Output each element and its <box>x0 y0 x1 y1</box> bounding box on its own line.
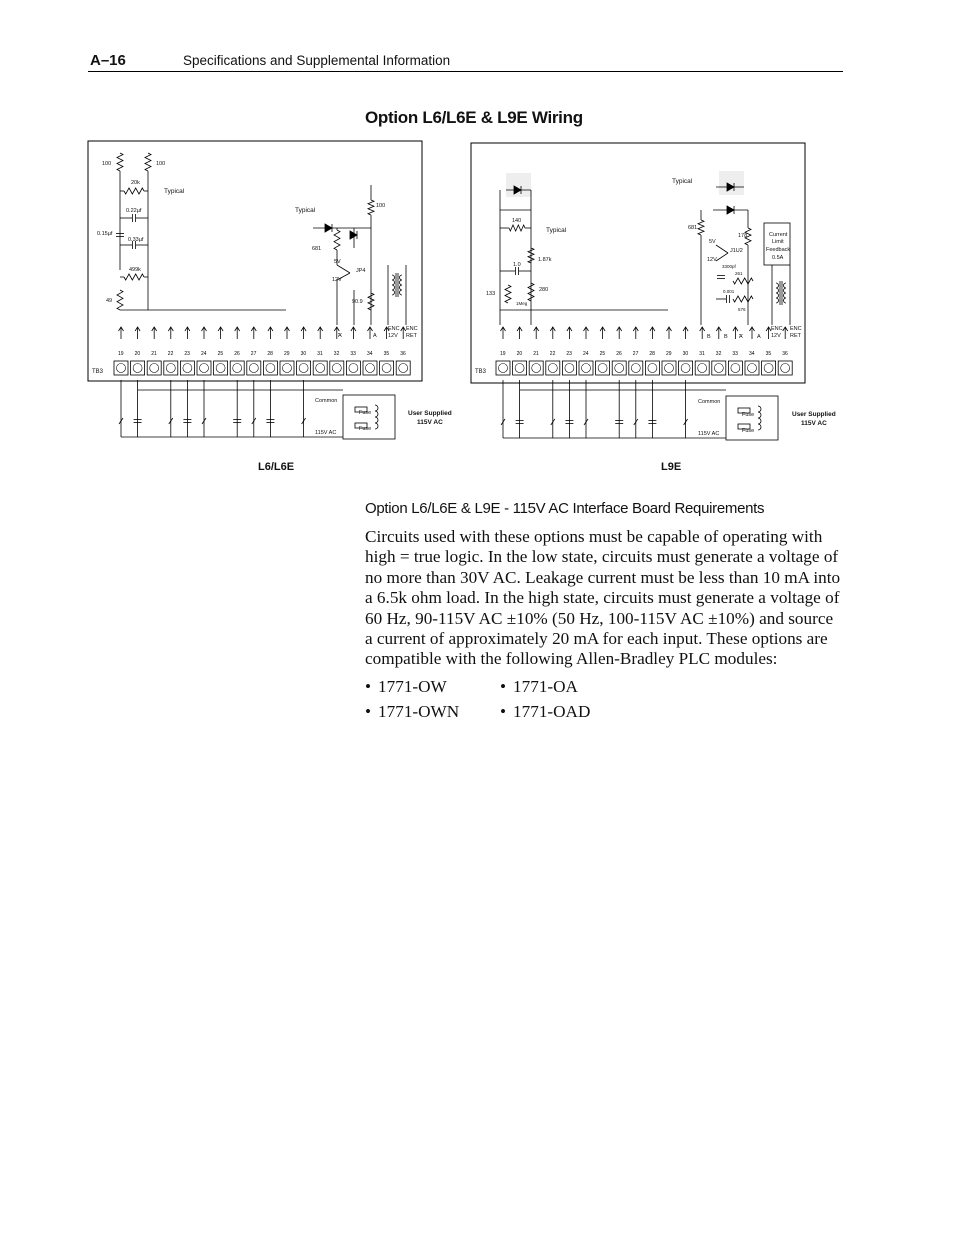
l9e-a-label: A <box>757 334 761 340</box>
l9e-encret-1: ENC <box>790 326 802 332</box>
l9e-r576-label: 576 <box>738 307 746 312</box>
transformer-coil <box>784 288 787 293</box>
component-labels <box>92 161 836 473</box>
bullet: • <box>365 677 372 696</box>
l9e-typical-label-1: Typical <box>546 227 567 234</box>
module-name: 1771-OAD <box>513 702 591 721</box>
l9e-r178-label: 178 <box>738 233 748 239</box>
module-name: 1771-OA <box>513 677 578 696</box>
l6-user-supplied-2: 115V AC <box>417 419 443 426</box>
terminal-screw <box>745 361 759 375</box>
terminal-number: 21 <box>533 351 539 357</box>
transformer-coil <box>758 406 761 412</box>
wire <box>337 265 350 273</box>
l9e-user-supplied-1: User Supplied <box>792 411 836 418</box>
terminal-screw <box>579 361 593 375</box>
resistor-symbol <box>733 278 753 284</box>
l6-c022-label: 0.22µf <box>126 208 142 214</box>
terminal-screw <box>546 361 560 375</box>
terminal-number: 24 <box>583 351 589 357</box>
l9e-common-label: Common <box>698 399 721 405</box>
l6-r100c-label: 100 <box>376 203 386 209</box>
terminal-number: 27 <box>250 351 257 357</box>
l9e-r187k-label: 1.87k <box>538 257 552 263</box>
l6-circuit <box>116 153 406 339</box>
terminal-screw <box>131 361 145 375</box>
resistor-symbol <box>145 153 151 171</box>
l9e-b-bar-label: B <box>724 334 728 340</box>
terminal-number: 24 <box>201 351 207 357</box>
transformer-coil <box>400 275 403 280</box>
l9e-r1meg-label: 1Meg <box>516 301 528 306</box>
bullet: • <box>500 702 507 721</box>
module-item <box>500 702 590 722</box>
terminal-screw <box>164 361 178 375</box>
l6-enc12v-1: ENC <box>388 326 400 332</box>
requirements-body: Circuits used with these options must be capable of operating with high = true logic. In the low state, circuits must generate a voltage of no more than 30V AC. Leakage current must be less than 10 mA into a 6.5k ohm load. In the high state, circuits must generate a voltage of 60 Hz, 90-115V AC ±10% (50 Hz, 100-115V AC ±10%) and source a current of approximately 20 mA for each input. These options are compatible with the following Allen-Bradley PLC modules: <box>365 527 841 669</box>
terminal-screw <box>313 361 327 375</box>
terminal-screw <box>529 361 543 375</box>
terminal-number: 19 <box>500 351 506 357</box>
l6-5v-label: 5V <box>334 259 341 265</box>
resistor-symbol <box>124 274 144 280</box>
terminal-number: 27 <box>632 351 639 357</box>
terminal-number: 32 <box>715 351 722 357</box>
l9e-a-bar-label: A <box>739 334 743 340</box>
l9e-115vac-label: 115V AC <box>698 431 720 437</box>
terminal-screw <box>712 361 726 375</box>
transformer-coil <box>400 285 403 290</box>
transformer-coil <box>392 280 395 285</box>
transformer-coil <box>784 298 787 303</box>
module-item <box>365 702 459 722</box>
transformer-coil <box>776 283 779 288</box>
transformer-coil <box>375 417 378 423</box>
l6-common-label: Common <box>315 398 338 404</box>
l9e-circuit <box>500 171 790 339</box>
terminal-number: 33 <box>732 351 738 357</box>
transformer-coil <box>392 285 395 290</box>
terminal-number: 32 <box>333 351 340 357</box>
terminal-number: 34 <box>367 351 373 357</box>
section-title: Specifications and Supplemental Information <box>183 53 451 68</box>
l9e-fuse-label-2: Fuse <box>742 428 755 434</box>
l6-caption: L6/L6E <box>258 461 295 473</box>
transformer-coil <box>776 288 779 293</box>
terminal-number: 36 <box>782 351 788 357</box>
terminal-number: 28 <box>267 351 273 357</box>
module-name: 1771-OWN <box>378 702 460 721</box>
terminal-screw <box>612 361 626 375</box>
l6-r499k-label: 499k <box>129 267 141 273</box>
l6-r49-label: 49 <box>106 298 113 304</box>
transformer-coil <box>392 275 395 280</box>
terminal-screw <box>230 361 244 375</box>
l6-user-supplied-1: User Supplied <box>408 410 452 417</box>
l9e-r261-label: 261 <box>735 271 743 276</box>
terminal-number: 31 <box>317 351 323 357</box>
resistor-symbol <box>334 230 340 250</box>
l6-r100b-label: 100 <box>156 161 166 167</box>
terminal-screw <box>662 361 676 375</box>
l9e-j1u2-label: J1U2 <box>730 248 743 254</box>
resistor-symbol <box>124 188 144 194</box>
terminal-screw <box>280 361 294 375</box>
l6-enc12v-2: 12V <box>388 333 398 339</box>
l6-r20k-label: 20k <box>131 180 140 186</box>
resistor-symbol <box>505 285 511 303</box>
resistor-symbol <box>368 293 374 310</box>
l9e-typical-label-2: Typical <box>672 178 693 185</box>
terminal-screw <box>247 361 261 375</box>
terminal-number: 35 <box>765 351 772 357</box>
terminal-screw <box>496 361 510 375</box>
terminal-blocks <box>114 351 792 375</box>
terminal-number: 21 <box>151 351 157 357</box>
l6-fuse-label-1: Fuse <box>359 410 372 416</box>
transformer-coil <box>400 290 403 295</box>
terminal-number: 26 <box>616 351 622 357</box>
transformer-coil <box>784 293 787 298</box>
terminal-screw <box>263 361 277 375</box>
l9e-c10-label: 1.0 <box>513 262 521 268</box>
terminal-screw <box>679 361 693 375</box>
terminal-screw <box>114 361 128 375</box>
l9e-current-limit-2: Limit <box>772 239 784 245</box>
transformer-coil <box>375 423 378 429</box>
l9e-tb3-label: TB3 <box>475 369 487 375</box>
terminal-screw <box>214 361 228 375</box>
l9e-caption: L9E <box>661 461 682 473</box>
terminal-number: 29 <box>284 351 290 357</box>
terminal-number: 28 <box>649 351 655 357</box>
l9e-encret-2: RET <box>790 333 801 339</box>
terminal-screw <box>513 361 527 375</box>
transformer-coil <box>392 290 395 295</box>
terminal-number: 36 <box>400 351 406 357</box>
transformer-coil <box>758 412 761 418</box>
fuse-box <box>343 395 395 439</box>
l6-fuse-label-2: Fuse <box>359 426 372 432</box>
l6-r100a-label: 100 <box>102 161 112 167</box>
wire <box>716 253 728 261</box>
transformer-coil <box>776 293 779 298</box>
l9e-5v-label: 5V <box>709 239 716 245</box>
diode-symbol <box>325 224 332 232</box>
terminal-screw <box>629 361 643 375</box>
l9e-c3300-label: 3300pf <box>722 264 736 269</box>
transformer-coil <box>758 424 761 430</box>
l6-r909-label: 90.9 <box>352 299 363 305</box>
terminal-number: 23 <box>184 351 190 357</box>
l6-board-outline <box>88 141 422 381</box>
terminal-number: 31 <box>699 351 705 357</box>
terminal-number: 29 <box>666 351 672 357</box>
terminal-number: 22 <box>167 351 174 357</box>
terminal-screw <box>645 361 659 375</box>
l6-typical-label-2: Typical <box>295 207 316 214</box>
l9e-b-label: B <box>707 334 711 340</box>
l9e-c0001-label: 0.001 <box>723 289 735 294</box>
l6-12v-label: 12V <box>332 277 342 283</box>
transformer-coil <box>375 411 378 417</box>
module-item <box>365 677 447 697</box>
resistor-symbol <box>509 225 525 231</box>
l9e-user-supplied-2: 115V AC <box>801 420 827 427</box>
bullet: • <box>500 677 507 696</box>
l9e-current-limit-1: Current <box>769 232 788 238</box>
l9e-r133-label: 133 <box>486 291 496 297</box>
requirements-title: Option L6/L6E & L9E - 115V AC Interface Board Requirements <box>365 500 765 517</box>
page-number: A–16 <box>90 52 126 69</box>
l9e-enc12v-1: ENC <box>771 326 783 332</box>
optocoupler-shade <box>506 173 531 197</box>
terminal-screw <box>197 361 211 375</box>
l9e-enc12v-2: 12V <box>771 333 781 339</box>
terminal-screw <box>363 361 377 375</box>
l9e-r280-label: 280 <box>539 287 549 293</box>
l9e-r140-label: 140 <box>512 218 522 224</box>
terminal-screw <box>596 361 610 375</box>
module-name: 1771-OW <box>378 677 447 696</box>
l9e-r681-label: 681 <box>688 225 698 231</box>
terminal-screw <box>330 361 344 375</box>
l9e-current-limit-3: Feedback <box>766 247 791 253</box>
l9e-12v-label: 12V <box>707 257 717 263</box>
terminal-number: 33 <box>350 351 356 357</box>
l6-c015-label: 0.15µf <box>97 231 113 237</box>
diode-symbol <box>350 231 357 239</box>
terminal-number: 25 <box>599 351 606 357</box>
optocoupler-shade <box>719 171 744 195</box>
figure-title: Option L6/L6E & L9E Wiring <box>365 108 583 127</box>
terminal-number: 35 <box>383 351 390 357</box>
transformer-coil <box>776 298 779 303</box>
transformer-coil <box>375 405 378 411</box>
terminal-screw <box>728 361 742 375</box>
l6-r681-label: 681 <box>312 246 322 252</box>
terminal-number: 26 <box>234 351 240 357</box>
l6-typical-label-1: Typical <box>164 188 185 195</box>
wiring-diagram <box>88 135 836 480</box>
terminal-screw <box>562 361 576 375</box>
resistor-symbol <box>698 220 704 235</box>
header-rule <box>88 71 843 72</box>
transformer-coil <box>784 283 787 288</box>
terminal-screw <box>695 361 709 375</box>
terminal-number: 34 <box>749 351 755 357</box>
l6-tb3-label: TB3 <box>92 369 104 375</box>
l9e-fuse-label-1: Fuse <box>742 412 755 418</box>
terminal-number: 23 <box>566 351 572 357</box>
terminal-screw <box>297 361 311 375</box>
terminal-number: 20 <box>516 351 523 357</box>
terminal-number: 22 <box>549 351 556 357</box>
resistor-symbol <box>528 283 534 301</box>
terminal-number: 30 <box>682 351 689 357</box>
resistor-symbol <box>117 290 123 310</box>
terminal-screw <box>180 361 194 375</box>
bullet: • <box>365 702 372 721</box>
wire <box>716 245 728 253</box>
terminal-screw <box>380 361 394 375</box>
terminal-number: 30 <box>300 351 307 357</box>
resistor-symbol <box>528 248 534 263</box>
l6-a-bar-label: A <box>338 333 342 339</box>
l9e-current-limit-4: 0.5A <box>772 255 784 261</box>
l6-encret-2: RET <box>406 333 417 339</box>
l6-a-label: A <box>373 333 377 339</box>
resistor-symbol <box>368 200 374 215</box>
terminal-screw <box>396 361 410 375</box>
terminal-screw <box>762 361 776 375</box>
terminal-number: 19 <box>118 351 124 357</box>
resistor-symbol <box>733 296 753 302</box>
transformer-coil <box>758 418 761 424</box>
l6-jp4-label: JP4 <box>356 268 366 274</box>
l6-115vac-label: 115V AC <box>315 430 337 436</box>
terminal-screw <box>778 361 792 375</box>
terminal-number: 25 <box>217 351 224 357</box>
transformer-coil <box>400 280 403 285</box>
l6-c033-label: 0.33µf <box>128 237 144 243</box>
module-item <box>500 677 578 697</box>
l6-encret-1: ENC <box>406 326 418 332</box>
terminal-screw <box>147 361 161 375</box>
resistor-symbol <box>117 153 123 171</box>
terminal-screw <box>346 361 360 375</box>
terminal-number: 20 <box>134 351 141 357</box>
